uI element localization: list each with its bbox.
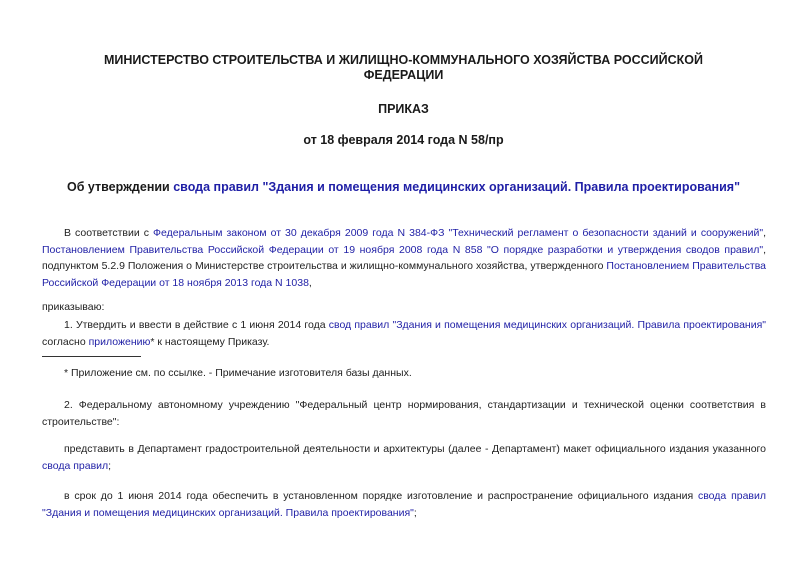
deadline-text-1: в срок до 1 июня 2014 года обеспечить в установленном порядке изготовление и распространение официального издания xyxy=(64,490,698,502)
paragraph-publish-deadline xyxy=(42,488,766,521)
appendix-link[interactable]: приложению xyxy=(88,335,151,348)
paragraph-preamble xyxy=(42,225,766,291)
footnote-divider xyxy=(42,356,141,357)
document-subject xyxy=(0,180,807,195)
paragraph-submit-layout xyxy=(42,441,766,474)
item1-text-2: согласно xyxy=(42,335,89,348)
federal-law-link[interactable]: Федеральным законом от 30 декабря 2009 года N 384-ФЗ "Технический регламент о безопасности зданий и сооружений" xyxy=(153,227,764,239)
preamble-text-2: , xyxy=(763,227,766,239)
code-of-rules-short-link[interactable]: свода правил xyxy=(42,459,109,472)
paragraph-order-word: приказываю: xyxy=(42,301,105,313)
paragraph-item-2: 2. Федеральному автономному учреждению "Федеральный центр нормирования, стандартизации и технической оценки соответствия в строительстве": xyxy=(42,399,766,428)
preamble-text-3: , подпунктом 5.2.9 Положения о Министерстве строительства и жилищно-коммунального хозяйства, утвержденного xyxy=(42,243,766,272)
deadline-text-2: ; xyxy=(413,506,417,519)
preamble-text-1: В соответствии с xyxy=(64,227,154,239)
code-of-rules-full-link[interactable]: свода правил "Здания и помещения медицинских организаций. Правила проектирования" xyxy=(42,490,766,519)
footnote: * Приложение см. по ссылке. - Примечание изготовителя базы данных. xyxy=(64,367,412,379)
submit-text-2: ; xyxy=(108,459,112,472)
government-resolution-1038-link[interactable]: Постановлением Правительства Российской Федерации от 18 ноября 2013 года N 1038 xyxy=(42,260,766,289)
government-resolution-858-link[interactable]: Постановлением Правительства Российской Федерации от 19 ноября 2008 года N 858 "О порядке разработки и утверждения сводов правил" xyxy=(42,243,764,256)
ministry-title: МИНИСТЕРСТВО СТРОИТЕЛЬСТВА И ЖИЛИЩНО-КОММУНАЛЬНОГО ХОЗЯЙСТВА РОССИЙСКОЙ ФЕДЕРАЦИИ xyxy=(104,53,703,82)
document-type: ПРИКАЗ xyxy=(378,102,429,116)
code-of-rules-link[interactable]: свод правил "Здания и помещения медицинских организаций. Правила проектирования" xyxy=(328,319,766,331)
subject-prefix: Об утверждении xyxy=(66,180,174,194)
submit-text-1: представить в Департамент градостроительной деятельности и архитектуры (далее - Департамент) макет официального издания указанного xyxy=(64,443,766,455)
item1-text-1: 1. Утвердить и ввести в действие с 1 июня 2014 года xyxy=(64,319,329,331)
item1-text-3: * к настоящему Приказу. xyxy=(150,335,270,348)
document-date-number: от 18 февраля 2014 года N 58/пр xyxy=(303,133,504,147)
subject-code-link[interactable]: свода правил "Здания и помещения медицинских организаций. Правила проектирования" xyxy=(173,180,741,194)
paragraph-item-1 xyxy=(42,317,766,350)
preamble-text-4: , xyxy=(308,276,312,289)
